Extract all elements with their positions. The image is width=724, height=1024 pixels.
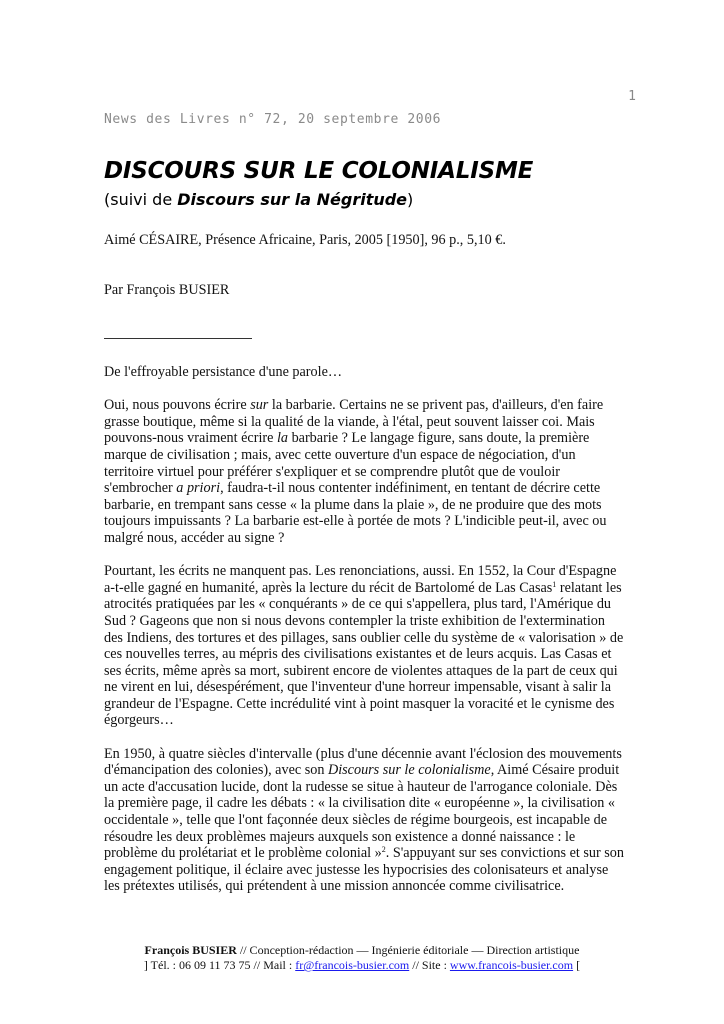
footer-line-1 [0,943,724,958]
paragraph-3 [104,746,624,895]
footer-name: François BUSIER [144,943,237,957]
article-body [104,364,624,895]
footer-site-link[interactable]: www.francois-busier.com [449,958,574,972]
subtitle-emphasis: Discours sur la Négritude [177,190,408,209]
p1-text-c: la barbarie. Certains ne se privent pas, d'ailleurs, d'en faire grasse boutique, même si la qualité de la viande, à l'étal, peut souvent laisser coi. Mais pouvons-nous vraiment écrire [104,397,604,447]
p1-emph-a-priori: a priori [176,480,221,497]
subtitle [104,190,413,209]
p3-emph-book-title: Discours sur le colonialisme [327,762,491,779]
newsletter-header: News des Livres n° 72, 20 septembre 2006 [104,112,442,127]
footer-line-2 [0,958,724,973]
bibliographic-reference: Aimé CÉSAIRE, Présence Africaine, Paris, 2005 [1950], 96 p., 5,10 €. [104,232,506,248]
subtitle-suffix: ) [407,190,414,209]
footer-suffix: [ [573,958,581,972]
separator-rule [104,338,252,339]
p3-text-a: En 1950, à quatre siècles d'intervalle (plus d'une décennie avant l'éclosion des mouvements d'émancipation des colonies), avec son [104,745,622,779]
paragraph-1 [104,397,624,546]
footer-site-prefix: // Site : [409,958,450,972]
p3-text-c: , Aimé Césaire produit un acte d'accusation lucide, dont la rudesse se situe à hauteur de l'arrogance coloniale. Dès la première page, il cadre les débats : « la civilisation dite « européenne », la civilisation « occidentale », telle que l'ont façonnée deux siècles de régime bourgeois, est incapable de résoudre les deux problèmes majeurs auxquels son existence a donné naissance : le problème du prolétariat et le problème colonial » [104,762,620,862]
footer-email-link[interactable]: fr@francois-busier.com [295,958,410,972]
page-title: DISCOURS SUR LE COLONIALISME [104,158,534,184]
p3-text-d: . S'appuyant sur ses convictions et sur son engagement politique, il éclaire avec justesse les hypocrisies des colonisateurs et analyse les prétextes utilisés, qui prétendent à une mission annoncée comme civilisatrice. [104,845,624,895]
p2-text-b: relatant les atrocités pratiquées par les « conquérants » de ce qui s'appellera, plus tard, l'Amérique du Sud ? Gageons que non si nous devons contempler la triste exhibition de l'extermination des Indiens, des tortures et des pillages, sans oublier celle du système de « valorisation » de ces nouvelles terres, au mépris des civilisations existantes et de leurs acquis. Las Casas et ses écrits, même après sa mort, subirent encore de violentes attaques de la part de ceux qui ne virent en lui, désespérément, que l'inventeur d'une horreur impensable, visant à salir la grandeur de l'Espagne. Cette incrédulité vint à point masquer la voracité et le cynisme des égorgeurs… [104,579,624,729]
p2-text-a: Pourtant, les écrits ne manquent pas. Les renonciations, aussi. En 1552, la Cour d'Espagne a-t-elle gagné en humanité, après la lecture du récit de Bartolomé de Las Casas [104,563,617,596]
author-byline: Par François BUSIER [104,282,230,298]
p1-text-e: barbarie ? Le langage figure, sans doute, la première marque de civilisation ; mais, avec cette ouverture d'un espace de négociation, d'un territoire virtuel pour préférer s'expliquer et se comprendre plutôt que de vouloir s'embrocher [104,430,590,497]
p1-emph-la: la [276,430,289,447]
footnote-ref-2[interactable]: 2 [381,845,386,855]
intro-paragraph: De l'effroyable persistance d'une parole… [104,364,343,380]
p1-emph-sur: sur [250,397,269,414]
p1-text-a: Oui, nous pouvons écrire [104,397,251,414]
footer-contact-prefix: ] Tél. : 06 09 11 73 75 // Mail : [143,958,296,972]
footnote-ref-1[interactable]: 1 [552,579,557,589]
footer-roles: // Conception-rédaction — Ingénierie éditoriale — Direction artistique [236,943,580,957]
paragraph-2 [104,563,624,729]
page-number: 1 [628,89,636,104]
subtitle-prefix: (suivi de [104,190,178,209]
page-footer [0,943,724,973]
p1-text-g: , faudra-t-il nous contenter indéfiniment, en tentant de décrire cette barbarie, en trempant sans cesse « la plume dans la plaie », de ne produire que des mots toujours impuissants ? La barbarie est-elle à portée de mots ? L'indicible peut-il, avec ou malgré nous, accéder au signe ? [104,480,607,546]
